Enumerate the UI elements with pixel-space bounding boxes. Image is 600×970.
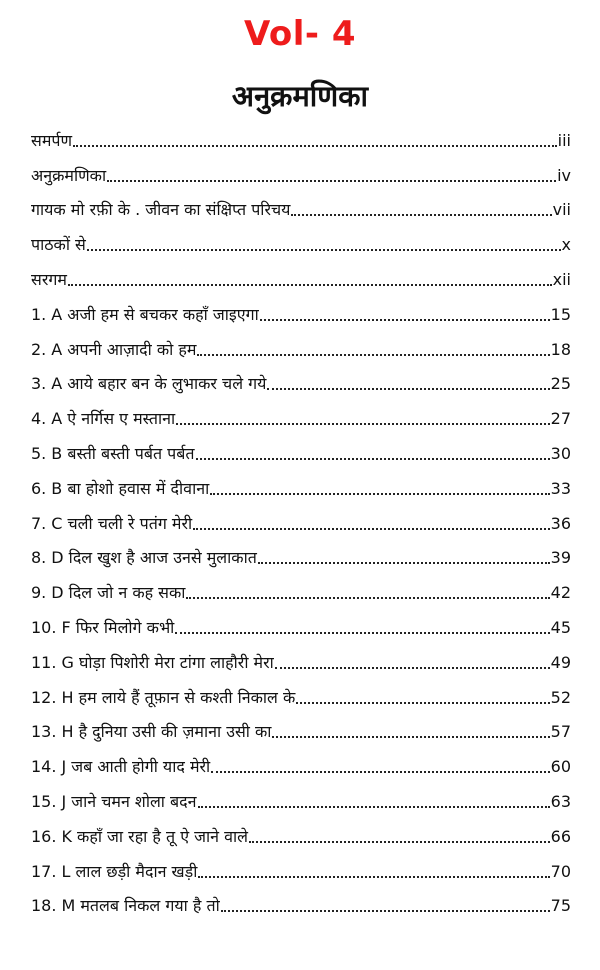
toc-entry-number: 6. (31, 478, 47, 498)
toc-entry-page: 39 (550, 548, 571, 568)
toc-entry-title: A अपनी आज़ादी को हम (51, 339, 197, 359)
toc-entry-number: 18. (31, 896, 57, 916)
dot-leader (249, 840, 550, 843)
toc-entry (31, 638, 571, 673)
dot-leader (275, 666, 550, 669)
toc-entry-number: 4. (31, 409, 47, 429)
toc-entry-number: 5. (31, 443, 47, 463)
toc-entry-title: अनुक्रमणिका (31, 165, 107, 185)
dot-leader (267, 387, 549, 390)
toc-entry-title: K कहाँ जा रहा है तू ऐ जाने वाले (61, 826, 249, 846)
dot-leader (193, 527, 549, 530)
toc-entry (31, 360, 571, 395)
dot-leader (258, 561, 550, 564)
toc-entry-title: J जब आती होगी याद मेरी (61, 757, 211, 777)
dot-leader (291, 213, 551, 216)
volume-heading: Vol- 4 (243, 14, 357, 54)
toc-entry (31, 673, 571, 708)
toc-entry-page: 63 (550, 791, 571, 811)
toc-entry-number: 17. (31, 861, 57, 881)
toc-entry (31, 777, 571, 812)
toc-entry-page: vii (552, 200, 571, 220)
toc-entry-title: B बा होशो हवास में दीवाना (51, 478, 210, 498)
toc-entry (31, 534, 571, 569)
toc-entry (31, 742, 571, 777)
toc-entry-number: 11. (31, 652, 57, 672)
dot-leader (176, 422, 549, 425)
toc-entry-number: 13. (31, 722, 57, 742)
toc-entry-title: L लाल छड़ी मैदान खड़ी (61, 861, 198, 881)
toc-entry-page: 27 (550, 409, 571, 429)
toc-entry-title: F फिर मिलोगे कभी (61, 617, 175, 637)
toc-entry-title: J जाने चमन शोला बदन (61, 791, 197, 811)
dot-leader (272, 735, 549, 738)
toc-entry (31, 429, 571, 464)
toc-entry-number: 3. (31, 374, 47, 394)
toc-entry-number: 10. (31, 617, 57, 637)
dot-leader (296, 701, 549, 704)
toc-entry-title: G घोड़ा पिशोरी मेरा टांगा लाहौरी मेरा (61, 652, 274, 672)
toc-entry-number: 9. (31, 583, 47, 603)
toc-entry (31, 847, 571, 882)
toc-entry-number: 16. (31, 826, 57, 846)
dot-leader (210, 492, 549, 495)
toc-entry-page: 36 (550, 513, 571, 533)
toc-entry-page: 15 (550, 304, 571, 324)
toc-entry-title: D दिल जो न कह सका (51, 583, 186, 603)
toc-entry (31, 325, 571, 360)
toc-entry (31, 603, 571, 638)
dot-leader (198, 805, 550, 808)
toc-entry (31, 394, 571, 429)
toc-entry-title: A आये बहार बन के लुभाकर चले गये (51, 374, 267, 394)
toc-entry-page: 49 (550, 652, 571, 672)
toc-entry-page: iv (557, 165, 571, 185)
toc-entry-number: 1. (31, 304, 47, 324)
toc-entry-title: D दिल खुश है आज उनसे मुलाकात (51, 548, 257, 568)
toc-entry-page: 42 (550, 583, 571, 603)
toc-entry-page: 33 (550, 478, 571, 498)
toc-entry-page: iii (557, 130, 571, 150)
toc-entry-title: सरगम (31, 269, 67, 289)
toc-entry (31, 186, 571, 221)
toc-entry-title: M मतलब निकल गया है तो (61, 896, 220, 916)
toc-entry-page: 70 (550, 861, 571, 881)
toc-entry-title: H हम लाये हैं तूफ़ान से कश्ती निकाल के (61, 687, 296, 707)
table-of-contents (31, 116, 571, 916)
dot-leader (73, 144, 557, 147)
dot-leader (107, 179, 556, 182)
toc-entry (31, 151, 571, 186)
toc-entry (31, 882, 571, 917)
toc-entry (31, 255, 571, 290)
toc-entry-title: A ऐ नर्गिस ए मस्ताना (51, 409, 176, 429)
dot-leader (197, 353, 549, 356)
dot-leader (175, 631, 549, 634)
dot-leader (196, 457, 550, 460)
toc-entry (31, 708, 571, 743)
toc-entry-page: 57 (550, 722, 571, 742)
toc-entry-page: 75 (550, 896, 571, 916)
toc-entry-number: 15. (31, 791, 57, 811)
toc-entry-title: समर्पण (31, 130, 73, 150)
dot-leader (260, 318, 550, 321)
toc-entry-page: 18 (550, 339, 571, 359)
page-title: अनुक्रमणिका (231, 79, 369, 113)
toc-entry-title: गायक मो रफ़ी के . जीवन का संक्षिप्त परिचय (31, 200, 291, 220)
dot-leader (211, 770, 549, 773)
toc-entry (31, 499, 571, 534)
dot-leader (221, 909, 550, 912)
toc-entry-page: 52 (550, 687, 571, 707)
toc-entry-title: B बस्ती बस्ती पर्बत पर्बत (51, 443, 195, 463)
toc-entry-page: 45 (550, 617, 571, 637)
dot-leader (198, 875, 549, 878)
toc-entry-number: 2. (31, 339, 47, 359)
dot-leader (68, 283, 552, 286)
dot-leader (186, 596, 549, 599)
toc-entry-page: x (561, 235, 571, 255)
toc-entry-page: xii (552, 269, 571, 289)
toc-entry-title: H है दुनिया उसी की ज़माना उसी का (61, 722, 272, 742)
toc-entry (31, 290, 571, 325)
toc-entry-number: 12. (31, 687, 57, 707)
toc-entry (31, 812, 571, 847)
toc-entry (31, 220, 571, 255)
toc-entry-number: 14. (31, 757, 57, 777)
toc-entry-title: पाठकों से (31, 235, 86, 255)
dot-leader (87, 248, 561, 251)
toc-entry-page: 60 (550, 757, 571, 777)
toc-entry (31, 116, 571, 151)
toc-entry-page: 66 (550, 826, 571, 846)
toc-entry-title: A अजी हम से बचकर कहाँ जाइएगा (51, 304, 259, 324)
toc-entry-page: 30 (550, 443, 571, 463)
toc-entry-number: 7. (31, 513, 47, 533)
toc-entry-page: 25 (550, 374, 571, 394)
toc-entry-number: 8. (31, 548, 47, 568)
toc-entry-title: C चली चली रे पतंग मेरी (51, 513, 193, 533)
toc-entry (31, 568, 571, 603)
toc-entry (31, 464, 571, 499)
